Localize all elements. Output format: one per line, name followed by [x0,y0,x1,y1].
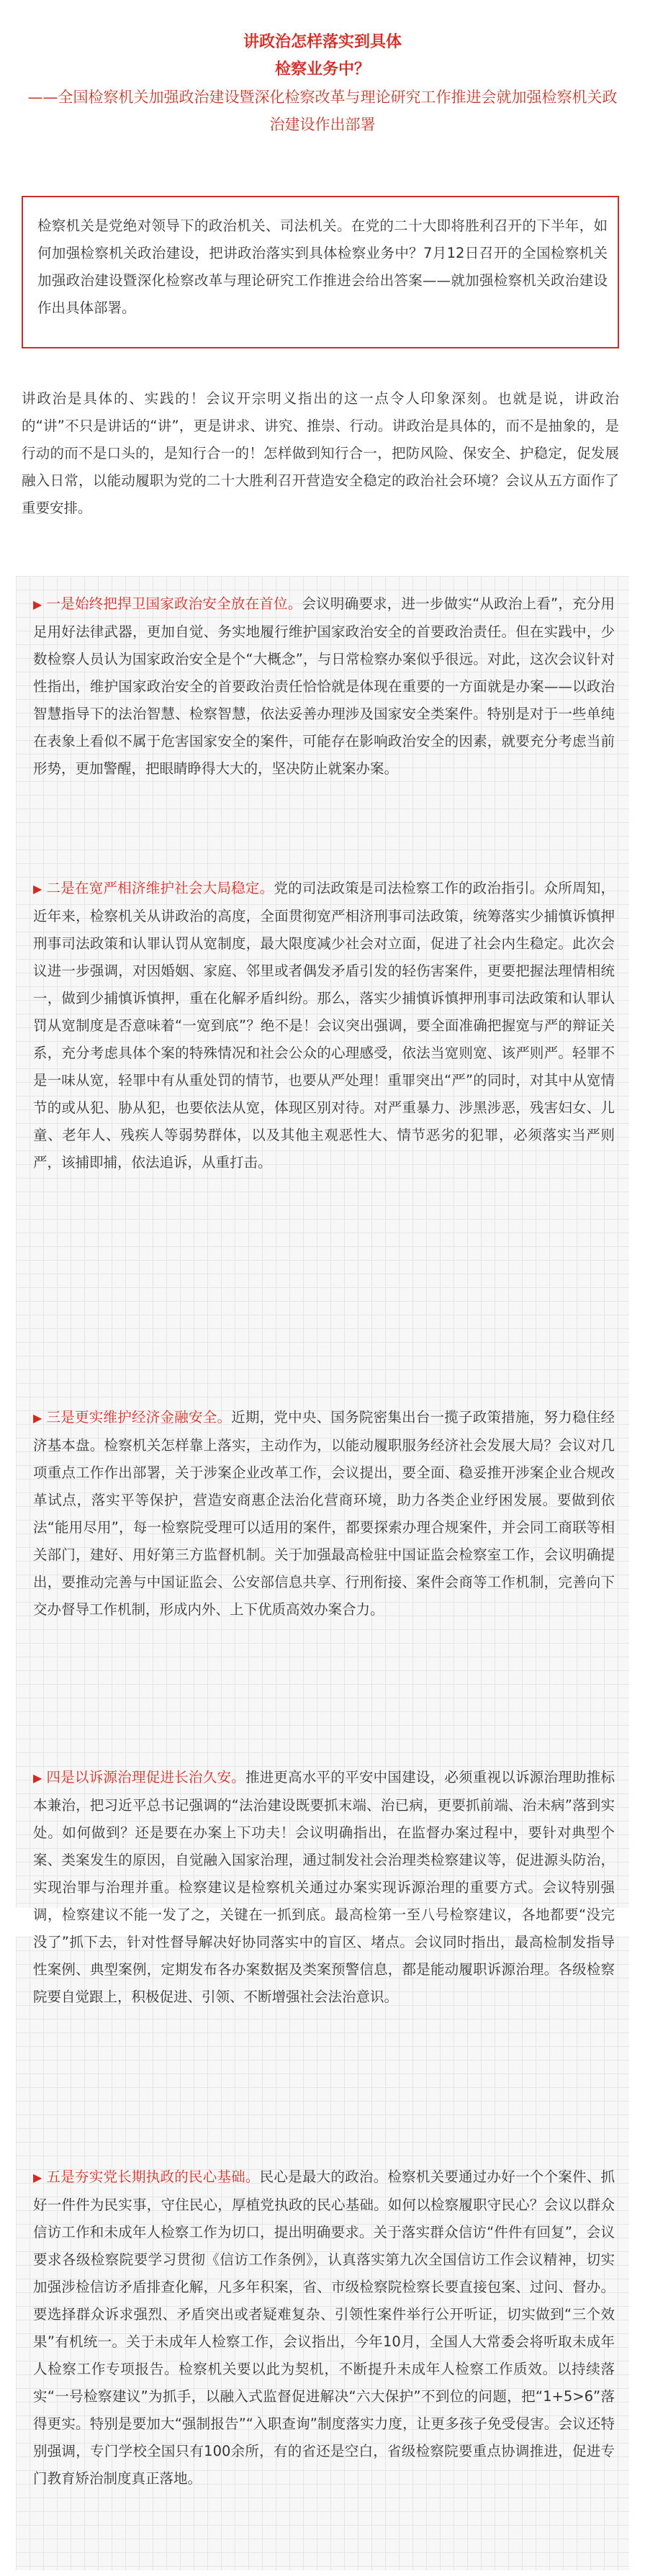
red-triangle-icon: ▶ [33,2171,42,2184]
section-economic-security [33,1404,615,1623]
lead-paragraph: 讲政治是具体的、实践的！会议开宗明义指出的这一点令人印象深刻。也就是说，讲政治的“讲”不只是讲话的“讲”，更是讲求、讲究、推崇、行动。讲政治是具体的，而不是抽象的，是行动的而不是口头的，是知行合一的！怎样做到知行合一，把防风险、保安全、护稳定，促发展融入日常，以能动履职为党的二十大胜利召开营造安全稳定的政治社会环境？会议从五方面作了重要安排。 [22,390,619,516]
red-triangle-icon: ▶ [33,882,42,896]
section-body: 会议明确要求，进一步做实“从政治上看”，充分用足用好法律武器，更加自觉、务实地履行维护国家政治安全的首要政治责任。但在实践中，少数检察人员认为国家政治安全是个“大概念”，与日常检察办案似乎很远。对此，这次会议针对性指出，维护国家政治安全的首要政治责任恰恰就是体现在重要的一方面就是办案——以政治智慧指导下的法治智慧、检察智慧，依法妥善办理涉及国家安全类案件。特别是对于一些单纯在表象上看似不属于危害国家安全的案件，可能存在影响政治安全的因素，就要充分考虑当前形势，更加警醒，把眼睛睁得大大的，坚决防止就案办案。 [33,595,615,777]
article-header [0,29,645,138]
section-heading: 四是以诉源治理促进长治久安。 [46,1769,245,1785]
section-heading: 二是在宽严相济维护社会大局稳定。 [46,880,274,896]
red-triangle-icon: ▶ [33,598,42,611]
red-triangle-icon: ▶ [33,1411,42,1425]
article-subtitle: ——全国检察机关加强政治建设暨深化检察改革与理论研究工作推进会就加强检察机关政治建设作出部署 [27,89,618,133]
section-heading: 三是更实维护经济金融安全。 [46,1409,232,1426]
section-public-support [33,2163,615,2492]
article-title-line-1: 讲政治怎样落实到具体 [243,33,402,51]
section-body: 近期，党中央、国务院密集出台一揽子政策措施，努力稳住经济基本盘。检察机关怎样靠上落实，主动作为，以能动履职服务经济社会发展大局？会议对几项重点工作作出部署，关于涉案企业改革工作，会议提出，要全面、稳妥推开涉案企业合规改革试点，落实平等保护，营造安商惠企法治化营商环境，助力各类企业纾困发展。要做到依法“能用尽用”，每一检察院受理可以适用的案件，都要探索办理合规案件，并会同工商联等相关部门，建好、用好第三方监督机制。关于加强最高检驻中国证监会检察室工作，会议明确提出，要推动完善与中国证监会、公安部信息共享、行刑衔接、案件会商等工作机制，完善向下交办督导工作机制，形成内外、上下优质高效办案合力。 [33,1409,615,1618]
section-heading: 五是夯实党长期执政的民心基础。 [46,2169,260,2185]
red-triangle-icon: ▶ [33,1771,42,1785]
section-body: 党的司法政策是司法检察工作的政治指引。众所周知，近年来，检察机关从讲政治的高度，全面贯彻宽严相济刑事司法政策，统筹落实少捕慎诉慎押刑事司法政策和认罪认罚从宽制度，最大限度减少社会对立面，促进了社会内生稳定。此次会议进一步强调，对因婚姻、家庭、邻里或者偶发矛盾引发的轻伤害案件，更要把握法理情相统一，做到少捕慎诉慎押，重在化解矛盾纠纷。那么，落实少捕慎诉慎押刑事司法政策和认罪认罚从宽制度是否意味着“一宽到底”？绝不是！会议突出强调，要全面准确把握宽与严的辩证关系，充分考虑具体个案的特殊情况和社会公众的心理感受，依法当宽则宽、该严则严。轻罪不是一味从宽，轻罪中有从重处罚的情节，也要从严处理！重罪突出“严”的同时，对其中从宽情节的或从犯、胁从犯，也要依法从宽，体现区别对待。对严重暴力、涉黑涉恶，残害妇女、儿童、老年人、残疾人等弱势群体，以及其他主观恶性大、情节恶劣的犯罪，必须落实当严则严，该捕即捕，依法追诉，从重打击。 [33,880,615,1171]
article-title-line-2: 检察业务中？ [274,60,370,78]
section-body: 民心是最大的政治。检察机关要通过办好一个个案件、抓好一件件为民实事，守住民心，厚植党执政的民心基础。如何以检察履职守民心？会议以群众信访工作和未成年人检察工作为切口，提出明确要求。关于落实群众信访“件件有回复”，会议要求各级检察院要学习贯彻《信访工作条例》，认真落实第九次全国信访工作会议精神，切实加强涉检信访矛盾排查化解，凡多年积案，省、市级检察院检察长要直接包案、过问、督办。要选择群众诉求强烈、矛盾突出或者疑难复杂、引领性案件举行公开听证，切实做到“三个效果”有机统一。关于未成年人检察工作，会议指出，今年10月，全国人大常委会将听取未成年人检察工作专项报告。检察机关要以此为契机，不断提升未成年人检察工作质效。以持续落实“一号检察建议”为抓手，以融入式监督促进解决“六大保护”不到位的问题，把“1+5>6”落得更实。特别是要加大“强制报告”“入职查询”制度落实力度，让更多孩子免受侵害。会议还特别强调，专门学校全国只有100余所，有的省还是空白，省级检察院要重点协调推进，促进专门教育矫治制度真正落地。 [33,2169,615,2487]
section-heading: 一是始终把捍卫国家政治安全放在首位。 [46,595,302,612]
intro-paragraph: 检察机关是党绝对领导下的政治机关、司法机关。在党的二十大即将胜利召开的下半年，如何加强检察机关政治建设，把讲政治落实到具体检察业务中？7月12日召开的全国检察机关加强政治建设暨深化检察改革与理论研究工作推进会给出答案——就加强检察机关政治建设作出具体部署。 [37,217,608,316]
section-body: 推进更高水平的平安中国建设，必须重视以诉源治理助推标本兼治，把习近平总书记强调的“法治建设既要抓末端、治已病，更要抓前端、治未病”落到实处。如何做到？还是要在办案上下功夫！会议明确指出，在监督办案过程中，要针对典型个案、类案发生的原因，自觉融入国家治理，通过制发社会治理类检察建议等，促进源头防治，实现治罪与治理并重。检察建议是检察机关通过办案实现诉源治理的重要方式。会议特别强调，检察建议不能一发了之，关键在一抓到底。最高检第一至八号检察建议，各地都要“没完没了”抓下去，针对性督导解决好协同落实中的盲区、堵点。会议同时指出，最高检制发指导性案例、典型案例，定期发布各办案数据及类案预警信息，都是能动履职诉源治理。各级检察院要自觉跟上，积极促进、引领、不断增强社会法治意识。 [33,1769,615,2005]
section-source-governance [33,1764,615,2011]
section-political-security [33,590,615,783]
section-social-stability [33,875,615,1176]
